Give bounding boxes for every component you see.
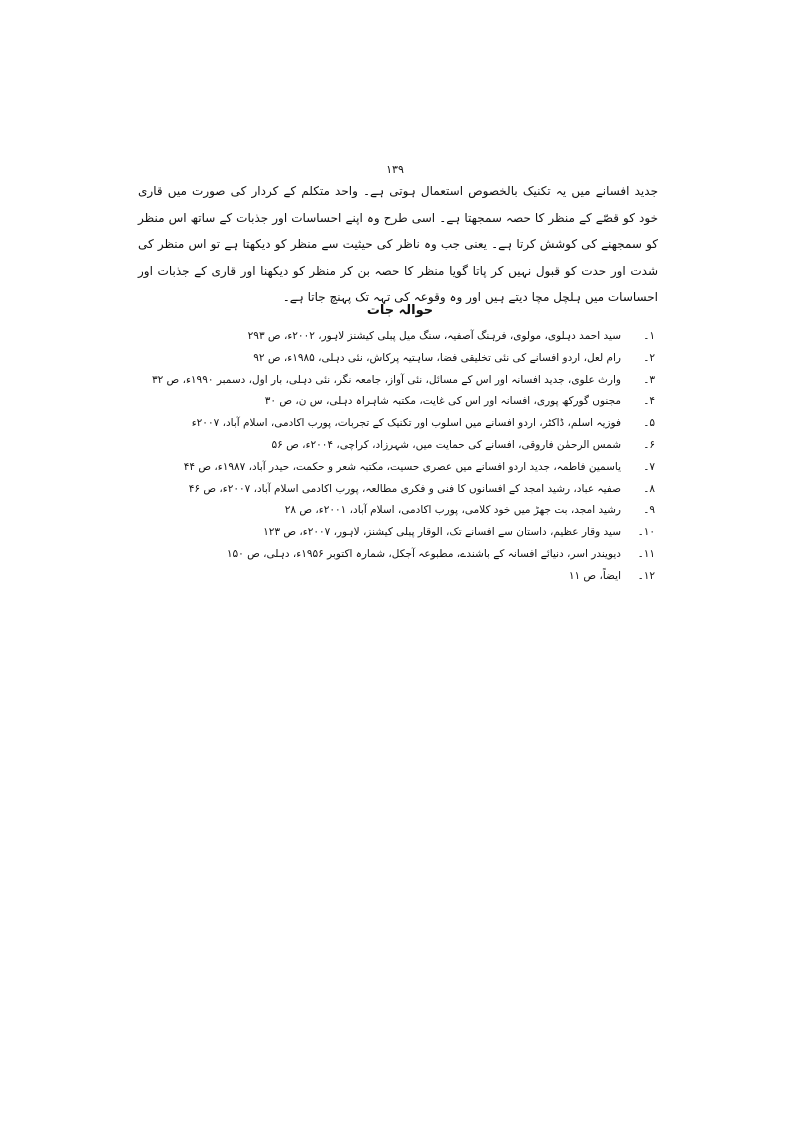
reference-text: رشید امجد، بت جھڑ میں خود کلامی، پورب اکادمی، اسلام آباد، ۲۰۰۱ء، ص ۲۸ xyxy=(284,504,621,517)
reference-number: ۸۔ xyxy=(643,482,655,495)
reference-text: صفیہ عباد، رشید امجد کے افسانوں کا فنی و فکری مطالعہ، پورب اکادمی اسلام آباد، ۲۰۰۷ء، ص ۴۶ xyxy=(188,482,621,495)
reference-text: وارث علوی، جدید افسانہ اور اس کے مسائل، نئی آواز، جامعہ نگر، نئی دہلی، بار اول، دسمبر ۱۹۹۰ء، ص ۳۲ xyxy=(151,373,621,386)
reference-number: ۹۔ xyxy=(643,504,655,517)
reference-text: سید احمد دہلوی، مولوی، فرہنگ آصفیہ، سنگ میل پبلی کیشنز لاہور، ۲۰۰۲ء، ص ۲۹۳ xyxy=(247,330,621,342)
reference-text: سید وقار عظیم، داستان سے افسانے تک، الوقار پبلی کیشنز، لاہور، ۲۰۰۷ء، ص ۱۲۳ xyxy=(263,526,621,539)
page-number: ۱۳۹ xyxy=(386,163,404,176)
reference-number: ۲۔ xyxy=(643,351,655,364)
reference-item xyxy=(138,522,655,544)
reference-text: شمس الرحمٰن فاروقی، افسانے کی حمایت میں، شہرزاد، کراچی، ۲۰۰۴ء، ص ۵۶ xyxy=(271,438,621,451)
reference-text: رام لعل، اردو افسانے کی نئی تخلیقی فضا، ساہتیہ پرکاش، نئی دہلی، ۱۹۸۵ء، ص ۹۲ xyxy=(253,351,621,364)
body-paragraph: جدید افسانے میں یہ تکنیک بالخصوص استعمال ہوتی ہے۔ واحد متکلم کے کردار کی صورت میں قاری خود کو قصّے کے منظر کا حصہ سمجھتا ہے۔ اسی طرح وہ اپنے احساسات اور جذبات کے ساتھ اس منظر کو سمجھنے کی کوشش کرتا ہے۔ یعنی جب وہ ناظر کی حیثیت سے منظر کو دیکھتا ہے تو اس منظر کی شدت اور حدت کو قبول نہیں کر پاتا گویا منظر کا حصہ بن کر منظر کو دیکھنا اور قاری کے جذبات اور احساسات میں ہلچل مچا دیتے ہیں اور وہ وقوعہ کی تہہ تک پہنچ جاتا ہے۔ xyxy=(138,184,658,304)
reference-item xyxy=(138,348,655,370)
reference-number: ۱۔ xyxy=(643,330,655,342)
reference-number: ۱۰۔ xyxy=(637,526,655,539)
reference-item xyxy=(138,457,655,479)
reference-item xyxy=(138,435,655,457)
reference-item xyxy=(138,479,655,501)
reference-item xyxy=(138,413,655,435)
reference-text: فوزیہ اسلم، ڈاکٹر، اردو افسانے میں اسلوب اور تکنیک کے تجربات، پورب اکادمی، اسلام آباد، ۲۰۰۷ء xyxy=(191,417,621,430)
references-list xyxy=(138,326,655,588)
reference-item xyxy=(138,326,655,348)
reference-number: ۴۔ xyxy=(643,395,655,408)
reference-number: ۱۱۔ xyxy=(637,547,655,560)
reference-number: ۷۔ xyxy=(643,460,655,473)
reference-text: دیویندر اسر، دنیائے افسانہ کے باشندے، مطبوعہ آجکل، شمارہ اکتوبر ۱۹۵۶ء، دہلی، ص ۱۵۰ xyxy=(226,547,621,560)
reference-item xyxy=(138,391,655,413)
reference-number: ۱۲۔ xyxy=(637,569,655,582)
reference-text: مجنوں گورکھ پوری، افسانہ اور اس کی غایت، مکتبہ شاہراہ دہلی، س ن، ص ۳۰ xyxy=(264,395,621,408)
reference-text: یاسمین فاطمہ، جدید اردو افسانے میں عصری حسیت، مکتبہ شعر و حکمت، حیدر آباد، ۱۹۸۷ء، ص ۴۴ xyxy=(183,460,621,473)
reference-number: ۵۔ xyxy=(643,417,655,430)
reference-item xyxy=(138,566,655,588)
references-heading: حوالہ جات xyxy=(366,303,434,318)
reference-number: ۳۔ xyxy=(643,373,655,386)
reference-item xyxy=(138,500,655,522)
reference-text: ایضاً، ص ۱۱ xyxy=(568,569,621,582)
reference-item xyxy=(138,544,655,566)
reference-number: ۶۔ xyxy=(643,438,655,451)
reference-item xyxy=(138,370,655,392)
